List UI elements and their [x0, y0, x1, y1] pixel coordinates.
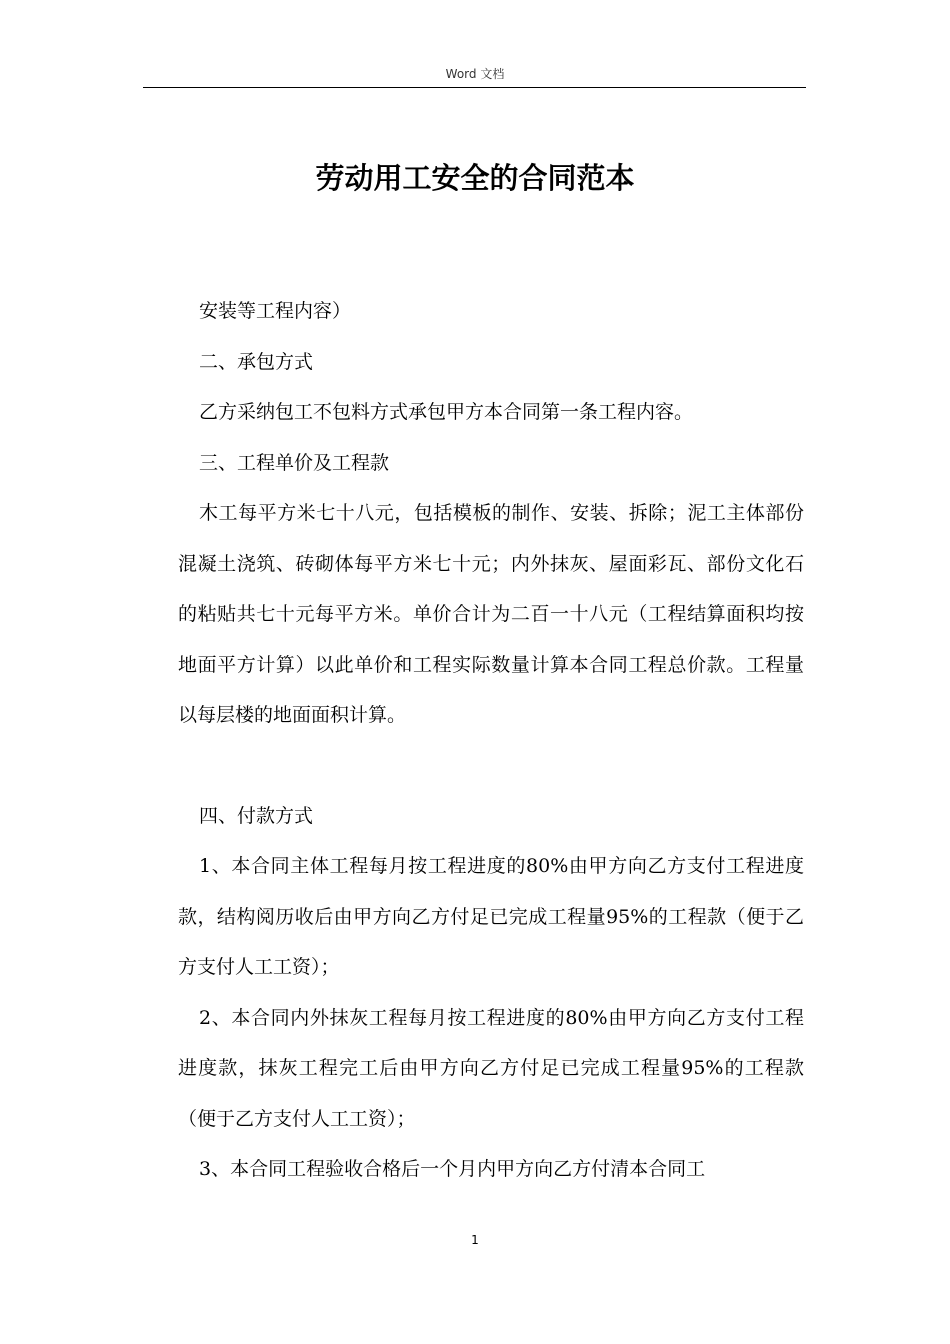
- header-divider: [143, 87, 806, 88]
- section-heading: 三、工程单价及工程款: [199, 451, 390, 474]
- document-body: [178, 286, 804, 1195]
- document-title: 劳动用工安全的合同范本: [315, 161, 635, 195]
- paragraph: 3、本合同工程验收合格后一个月内甲方向乙方付清本合同工: [199, 1158, 706, 1180]
- paragraph: 木工每平方米七十八元，包括模板的制作、安装、拆除；泥工主体部份混凝土浇筑、砖砌体每平方米七十元；内外抹灰、屋面彩瓦、部份文化石的粘贴共七十元每平方米。单价合计为二百一十八元（工程结算面积均按地面平方计算）以此单价和工程实际数量计算本合同工程总价款。工程量以每层楼的地面面积计算。: [178, 502, 804, 726]
- paragraph: 安装等工程内容）: [199, 300, 352, 322]
- paragraph-spacer: [178, 741, 804, 791]
- section-heading: 二、承包方式: [199, 350, 314, 373]
- paragraph: 1、本合同主体工程每月按工程进度的80%由甲方向乙方支付工程进度款，结构阅历收后由甲方向乙方付足已完成工程量95%的工程款（便于乙方支付人工工资）；: [178, 855, 804, 978]
- page-header: Word 文档: [445, 67, 505, 81]
- paragraph: 乙方采纳包工不包料方式承包甲方本合同第一条工程内容。: [199, 401, 694, 423]
- section-heading: 四、付款方式: [199, 804, 314, 827]
- page-number: 1: [471, 1233, 479, 1247]
- paragraph: 2、本合同内外抹灰工程每月按工程进度的80%由甲方向乙方支付工程进度款，抹灰工程完工后由甲方向乙方付足已完成工程量95%的工程款（便于乙方支付人工工资）；: [178, 1006, 804, 1130]
